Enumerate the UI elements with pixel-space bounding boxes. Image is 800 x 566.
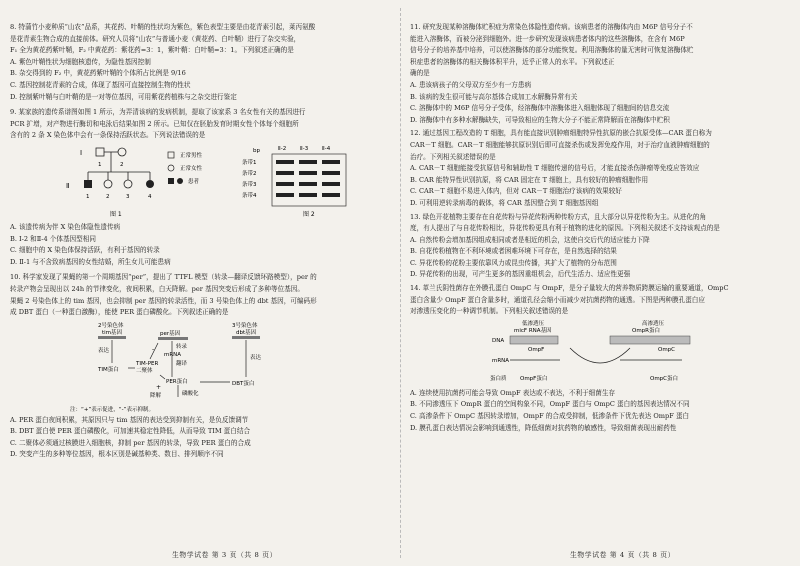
pedigree-ii4-affected-female (146, 180, 154, 188)
q13-option-c: C. 异花传粉的花粉主要依靠风力或昆虫传播，其扩大了植物的分布范围 (410, 258, 617, 267)
q14-option-c: C. 高渗条件下 OmpC 基因转录增加，OmpF 的合成受抑制，低渗条件下优先表达 OmpF 蛋白 (410, 412, 690, 421)
pedigree-i2-female (118, 148, 126, 156)
q10-line: 成 DBT 蛋白（一种蛋白激酶），能使 PER 蛋白磷酸化。下列叙述正确的是 (10, 308, 229, 317)
diagram-mrna-label: mRNA (492, 357, 510, 364)
gel-lane-label: Ⅱ-2 (278, 145, 287, 152)
diagram-low-osmotic: 低渗透压 (522, 320, 545, 327)
q8-option-a: A. 紫色叶鞘性状为细胞核遗传，为隐性基因控制 (10, 57, 151, 66)
diagram-protein-label: 蛋白质 (490, 375, 507, 382)
q8-line: 8. 特蒲竹小麦种质“山农”品系，其花药、叶鞘的性状均为紫色，紫色表型主要是由花青素引起，莱丙氨酸 (10, 23, 316, 31)
pedigree-chart (66, 148, 154, 218)
q11-option-d: D. 溶酶体中有多种水解酶缺失，可导致相应的生物大分子不能正常降解而在溶酶体中贮积 (410, 115, 670, 124)
diagram-degrade-label: 降解 (150, 392, 162, 399)
q10-option-a: A. PER 蛋白夜间积累，其原因只与 tim 基因的表达受到抑制有关，是负反馈调节 (10, 415, 249, 424)
q14-diagram (410, 318, 790, 388)
pedigree-i1-male (96, 148, 104, 156)
diagram-dbt-protein: DBT蛋白 (232, 380, 255, 387)
question-8 (10, 22, 393, 103)
diagram-mrna-label: mRNA (164, 351, 182, 358)
diagram-low-sub: micF RNA基因 (514, 327, 552, 334)
q9-line: 9. 某家族的遗传系谱图如图 1 所示，为弄清该病的发病机制，提取了该家系 3 名女性有关的基因进行 (10, 108, 306, 117)
q10-line: 转录产物会呈现出以 24h 的节律变化，夜间积累，白天降解。per 基因突变后形成了多种等位基因。 (10, 284, 304, 293)
electrophoresis-gel (242, 146, 346, 218)
pedigree-num: 1 (98, 161, 102, 168)
ompc-ompf-diagram-svg (410, 318, 790, 388)
question-12 (410, 128, 790, 209)
pedigree-ii1-affected-male (84, 180, 92, 188)
q12-option-d: D. 可利用逆转录病毒的载体，将 CAR 基因整合到 T 细胞基因组 (410, 198, 599, 207)
q9-option-c: C. 细胞中的 X 染色体保持活跃，有利于基因的转录 (10, 246, 160, 255)
q11-line: 11. 研究发现某种溶酶体贮积症为常染色体隐性遗传病。该病患者的溶酶体内由 M6P 信号分子不 (410, 23, 693, 31)
figure-1-caption: 图 1 (110, 210, 122, 218)
page-footer-right: 生物学试卷 第 4 页（共 8 页） (570, 551, 676, 559)
ttfl-diagram-svg (10, 319, 393, 415)
diagram-inhibit-sign: - (152, 345, 155, 353)
q12-option-b: B. CAR 能特异性识别抗原，将 CAR 固定在 T 细胞上，具有较好的肿瘤细胞作用 (410, 175, 649, 184)
diagram-ompf-protein: OmpF蛋白 (520, 375, 548, 382)
pedigree-num: 4 (148, 193, 152, 200)
q10-diagram (10, 319, 393, 415)
q11-option-c: C. 溶酶体中的 M6P 信号分子受体，经溶酶体中溶酶体进入细胞体现了细胞间的信息交流 (410, 104, 670, 113)
q11-line: 能进入溶酶体，而被分泌到细胞外。进一步研究发现该病患者体内的这些溶酶体，在含有 M6P (410, 34, 685, 43)
q14-option-b: B. 不同渗透压下 OmpR 蛋白的空间构象不同，OmpF 蛋白与 OmpC 蛋白的基因表达情况不同 (410, 400, 690, 409)
column-divider (400, 8, 401, 558)
pedigree-num: 2 (106, 193, 110, 200)
q11-option-b: B. 该病的发生很可能与高尔基体合成加工水解酶异常有关 (410, 92, 578, 101)
q9-figure-svg (10, 142, 393, 222)
q8-line: F₁ 全为黄花药紫叶鞘，F₂ 中黄花药：紫花药=3：1，紫叶鞘：白叶鞘=3：1。下列叙述正确的是 (10, 46, 294, 55)
q11-line: 确的是 (410, 69, 430, 78)
legend-label: 正常女性 (180, 165, 203, 172)
legend-affected-male-icon (168, 178, 174, 184)
diagram-phos-label: 磷酸化 (182, 390, 199, 397)
q12-line: 治疗。下列相关叙述错误的是 (410, 152, 496, 161)
q10-option-d: D. 突变产生的多种等位基因，根本区别是碱基种类、数目、排列顺序不同 (10, 450, 224, 459)
pedigree-gen-label: Ⅰ (80, 148, 83, 157)
question-13 (410, 212, 790, 282)
question-11 (410, 22, 790, 126)
q13-option-a: A. 自然传粉会增加基因组成相同或者是相近的机会，这使自交后代的适应能力下降 (410, 235, 650, 244)
q11-line: 信号分子的培养基中培养，可以使溶酶体的部分功能恢复。利用溶酶体的量无害时可恢复溶酶体贮 (410, 46, 694, 55)
diagram-tim-gene: tim基因 (102, 329, 123, 336)
q11-option-a: A. 患该病孩子的父母双方至少有一方患病 (410, 80, 532, 89)
q9-figures (10, 142, 393, 222)
figure-2-caption: 图 2 (303, 210, 315, 218)
q9-option-a: A. 该遗传病为伴 X 染色体隐性遗传病 (10, 222, 121, 231)
diagram-ompc-protein: OmpC蛋白 (650, 375, 679, 382)
gel-lane-label: Ⅱ-3 (300, 145, 309, 152)
pedigree-legend (168, 151, 203, 185)
q13-option-b: B. 自花传粉植物在不利环境或者困难环境下可存在，是自然选择的结果 (410, 247, 617, 256)
q14-line: 蛋白含量少 OmpF 蛋白含量多时，通道孔径会缩小而减少对抗菌药物的通透。下图是两种膜孔蛋白应 (410, 295, 705, 304)
right-column (410, 22, 790, 434)
legend-label: 正常男性 (180, 152, 203, 159)
question-10 (10, 272, 393, 461)
q10-line: 果蝇 2 号染色体上的 tim 基因，也会抑制 per 基因的转录活性，而 3 号染色体上的 dbt 基因，可编码形 (10, 296, 317, 305)
q11-line: 积症患者的溶酶体的相关酶体积平升，近乎正常人的水平。下列叙述正 (410, 57, 615, 66)
diagram-chr3-label: 3号染色体 (232, 322, 258, 329)
q10-line: 10. 科学家发现了果蝇的第一个周期基因“per”，提出了 TTFL 模型（转录—翻译反馈环路模型），per 的 (10, 273, 317, 282)
q10-option-c: C. 二聚体必须通过核膜进入细胞核，抑制 per 基因的转录，导致 PER 蛋白的合成 (10, 438, 251, 447)
q9-line: PCR 扩增，对产物进行酶切和电泳后结果如图 2 所示。已知仅在胚胎发育时期女性个体每个细胞所 (10, 119, 299, 128)
diagram-ompc-gene: OmpC (658, 346, 676, 353)
left-column (10, 22, 393, 461)
q9-line: 含有的 2 条 X 染色体中会有一条保持活跃状态。下列说法错误的是 (10, 131, 206, 140)
q13-line: 度，有人提出了与自花传粉相比，异花传粉更具有利于植物的进化的原因。下列相关叙述不支持该观点的是 (410, 224, 720, 233)
diagram-tim-protein: TIM蛋白 (98, 366, 119, 373)
pedigree-num: 2 (120, 161, 124, 168)
question-14 (410, 283, 790, 434)
pedigree-num: 1 (86, 193, 90, 200)
diagram-transcribe-label: 转录 (176, 343, 188, 350)
legend-affected-female-icon (177, 178, 183, 184)
diagram-dna-label: DNA (492, 337, 505, 344)
gel-band-label: 条带4 (242, 192, 257, 199)
q14-option-d: D. 膜孔蛋白表达情况会影响到通透性，降低细菌对抗药物的敏感性，导致细菌表现出耐药性 (410, 423, 677, 432)
pedigree-ii3-female (124, 180, 132, 188)
gel-band-label: 条带1 (242, 159, 257, 166)
q13-line: 13. 绿色开花植物主要存在自花传粉与异花传粉两种传粉方式，且大部分以异花传粉为主。从进化的角 (410, 212, 707, 221)
gel-bp-label: bp (253, 147, 260, 154)
diagram-dimer-label: 二聚体 (136, 367, 153, 374)
q8-option-d: D. 控制紫叶鞘与白叶鞘的是一对等位基因，可用紫花药植株与之杂交进行鉴定 (10, 92, 237, 101)
diagram-high-sub: OmpR蛋白 (632, 327, 660, 334)
q10-option-b: B. DBT 蛋白使 PER 蛋白磷酸化，可加速其稳定性降低，从而导致 TIM 蛋白结合 (10, 427, 251, 436)
pedigree-num: 3 (126, 193, 130, 200)
legend-male-icon (168, 152, 174, 158)
diagram-complex-label: TIM-PER (136, 360, 159, 367)
diagram-promote-sign: + (156, 383, 162, 391)
q8-option-b: B. 杂交得到的 F₂ 中，黄花药紫叶鞘的个体所占比例是 9/16 (10, 69, 186, 78)
diagram-express-label: 表达 (250, 354, 262, 361)
q12-option-c: C. CAR－T 细胞不易进入体内，但对 CAR－T 细胞治疗该病的效果较好 (410, 187, 622, 196)
q8-line: 是花青素生物合成的直接前体。研究人员将“山农”与普通小麦（黄花药、白叶鞘）进行了杂交实验， (10, 34, 301, 43)
diagram-per-gene: per基因 (160, 330, 181, 337)
diagram-per-protein: PER蛋白 (166, 378, 188, 385)
diagram-note: 注：“+”表示促进，“-”表示抑制。 (70, 406, 154, 413)
diagram-high-osmotic: 高渗透压 (642, 320, 665, 327)
q14-line: 对渗透压变化的一种调节机制。下列相关叙述错误的是 (410, 307, 569, 316)
q14-option-a: A. 连续使用抗菌药可能会导致 OmpF 表达或不表达，不利于细菌生存 (410, 388, 616, 397)
q9-option-d: D. Ⅱ-1 与不含致病基因的女性结婚，所生女儿可能患病 (10, 257, 171, 266)
page-footer-left: 生物学试卷 第 3 页（共 8 页） (172, 551, 278, 559)
q12-option-a: A. CAR－T 细胞能接受抗原信号和辅助性 T 细胞传递的信号后，才能直接杀伤肿瘤等免疫应答效应 (410, 164, 700, 173)
pedigree-ii2-female (104, 180, 112, 188)
diagram-dbt-gene: dbt基因 (236, 329, 257, 336)
legend-female-icon (168, 165, 174, 171)
pedigree-gen-label: Ⅱ (66, 181, 70, 190)
gel-band-label: 条带3 (242, 181, 257, 188)
diagram-express-label: 表达 (98, 347, 110, 354)
legend-label: 患者 (188, 178, 200, 185)
question-9 (10, 107, 393, 268)
gel-lane-label: Ⅱ-4 (322, 145, 331, 152)
diagram-ompf-gene: OmpF (528, 346, 545, 353)
q12-line: CAR－T 细胞。CAR－T 细胞能够抗原识别后即可直接杀伤或发挥免疫作用，对于治疗血液肿瘤细胞的 (410, 140, 710, 149)
q9-option-b: B. Ⅰ-2 和Ⅱ-4 个体基因型相同 (10, 234, 96, 243)
gel-band-label: 条带2 (242, 170, 257, 177)
q12-line: 12. 通过基因工程改造的 T 细胞，具有能直接识别肿瘤细胞特异性抗原的嵌合抗原受体—CAR 蛋白称为 (410, 129, 712, 138)
diagram-translate-label: 翻译 (176, 360, 188, 367)
q8-option-c: C. 基因控制花青素的合成，体现了基因可直接控制生物的性状 (10, 80, 191, 89)
diagram-chr2-label: 2号染色体 (98, 322, 124, 329)
q14-line: 14. 革兰氏阴性菌存在外膜孔蛋白 OmpC 与 OmpF，是分子量较大的营养物质跨膜运输的重要通道，OmpC (410, 284, 729, 293)
q13-option-d: D. 异花传粉的出现，可产生更多的基因重组机会，后代生活力、适应性更强 (410, 270, 631, 279)
